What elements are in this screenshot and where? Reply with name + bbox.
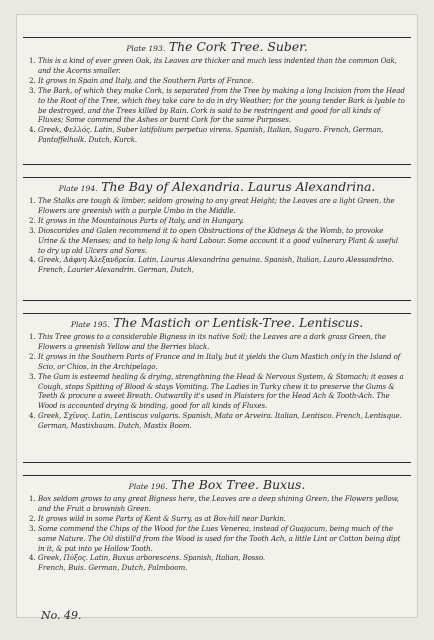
tree-name: The Cork Tree. Suber. <box>168 39 308 54</box>
plate-194-section <box>23 177 411 301</box>
plate-label: Plate 193. <box>126 44 166 53</box>
item-text: It grows in Spain and Italy, and the Southern Parts of France. <box>38 75 254 85</box>
names-continuation: French, Buis. German, Dutch, Palmboom. <box>38 563 188 573</box>
item-text: Greek, Φελλός. Latin, Suber latifolium perpetuo virens. Spanish, Italian, Sugaro. French, German, Pantoffelholk. Dutch, Kurck. <box>38 125 384 145</box>
item-number: 2. <box>29 351 36 361</box>
item-number: 1. <box>29 56 36 65</box>
list-item <box>29 332 405 352</box>
plate-label: Plate 195. <box>70 320 110 329</box>
section-title <box>29 314 405 332</box>
item-number: 2. <box>29 513 36 523</box>
item-text: The Gum is esteemd healing & drying, strengthning the Head & Nervous System, & Stomach; it eases a Cough, stops Spitting of Blood & stays Vomiting. The Ladies in Turky chew it to preserve the Gums & Teeth & procure a sweet Breath. Outwardly it's used in Plaisters for the Head Ach & Tooth-Ach. The Wood is accounted drying & binding, good for all kinds of Fluxes. <box>38 371 404 411</box>
item-number: 1. <box>29 494 36 503</box>
list-item <box>29 553 405 563</box>
list-item <box>29 196 405 216</box>
item-text: It grows in the Mountainous Parts of Italy, and in Hungary. <box>38 215 244 225</box>
engraved-page <box>16 14 418 622</box>
list-item <box>29 494 405 514</box>
item-text: This is a kind of ever green Oak, its Leaves are thicker and much less indented than the common Oak, and the Acorns smaller. <box>38 56 397 75</box>
item-number: 3. <box>29 371 36 381</box>
item-text: It grows in the Southern Parts of France and in Italy, but it yields the Gum Mastich only in the Island of Scio, or Chios, in the Archipelago. <box>38 351 401 371</box>
tree-name: The Mastich or Lentisk-Tree. Lentiscus. <box>113 315 364 330</box>
list-item <box>29 226 405 256</box>
tree-name: The Box Tree. Buxus. <box>171 477 306 492</box>
list-item <box>29 76 405 86</box>
item-text: Some commend the Chips of the Wood for the Lues Venerea, instead of Guajacum, being much of the same Nature. The Oil distill'd from the Wood is used for the Tooth Ach, a little Lint or Cotton being dipt in it, & put into ye Hollow Tooth. <box>38 523 401 553</box>
list-item <box>29 352 405 372</box>
list-item <box>29 86 405 126</box>
plate-label: Plate 194. <box>58 184 98 193</box>
item-text: Greek, Πύξος. Latin, Buxus arborescens. Spanish, Italian, Bosso. <box>38 553 266 563</box>
item-number: 3. <box>29 523 36 533</box>
list-item <box>29 216 405 226</box>
plate-195-section <box>23 313 411 463</box>
section-title <box>29 178 405 196</box>
item-number: 1. <box>29 196 36 205</box>
item-text: Greek, Δάφνη Ἀλεξανδρεία. Latin, Laurus Alexandrina genuina. Spanish, Italian, Lauro Alessandrino. French, Laurier Alexandrin. German, Dutch, <box>38 255 394 275</box>
item-number: 4. <box>29 125 36 135</box>
section-title <box>29 38 405 56</box>
plate-number: No. 49. <box>41 609 82 622</box>
list-item <box>29 56 405 76</box>
item-number: 4. <box>29 553 36 563</box>
list-item <box>29 372 405 412</box>
plate-196-section <box>23 475 411 601</box>
plate-193-section <box>23 37 411 165</box>
item-text: Dioscorides and Galen recommend it to open Obstructions of the Kidneys & the Womb, to provoke Urine & the Menses; and to help long & hard Labour. Some account it a good vulnerary Plant & useful to dry up old Ulcers and Sores. <box>38 225 399 255</box>
item-number: 3. <box>29 225 36 235</box>
item-number: 2. <box>29 75 36 85</box>
tree-name: The Bay of Alexandria. Laurus Alexandrina. <box>101 179 376 194</box>
item-text: Greek, Σχῖνος. Latin, Lentiscus vulgaris. Spanish, Mata or Arveira. Italian, Lentisco. French, Lentisque. German, Mastixbaum. Dutch, Mastix Boom. <box>38 411 402 431</box>
item-text: This Tree grows to a considerable Bigness in its native Soil; the Leaves are a dark grass Green, the Flowers a greenish Yellow and the Berries black. <box>38 332 386 351</box>
list-item <box>29 411 405 431</box>
item-text: Box seldom grows to any great Bigness here, the Leaves are a deep shining Green, the Flowers yellow, and the Fruit a brownish Green. <box>38 494 399 513</box>
list-item <box>29 125 405 145</box>
item-text: It grows wild in some Parts of Kent & Surry, as at Box-hill near Darkin. <box>38 513 286 523</box>
item-number: 4. <box>29 411 36 421</box>
item-number: 3. <box>29 85 36 95</box>
list-item <box>29 514 405 524</box>
item-text: The Stalks are tough & limber, seldom growing to any great Height; the Leaves are a light Green, the Flowers are greenish with a purple Umbo in the Middle. <box>38 196 395 215</box>
item-number: 2. <box>29 215 36 225</box>
item-text: The Bark, of which they make Cork, is separated from the Tree by making a long Incision from the Head to the Root of the Tree, which they take care to do in dry Weather; for the young tender Bark is lyable to be destroyed, and the Trees killed by Rain. Cork is said to be restringent and good for all kinds of Fluxes; Some commend the Ashes or burnt Cork for the same Purposes. <box>38 85 405 125</box>
plate-label: Plate 196. <box>128 482 168 491</box>
list-item <box>29 255 405 275</box>
item-number: 1. <box>29 332 36 341</box>
item-number: 4. <box>29 255 36 265</box>
section-title <box>29 476 405 494</box>
list-item <box>29 524 405 554</box>
